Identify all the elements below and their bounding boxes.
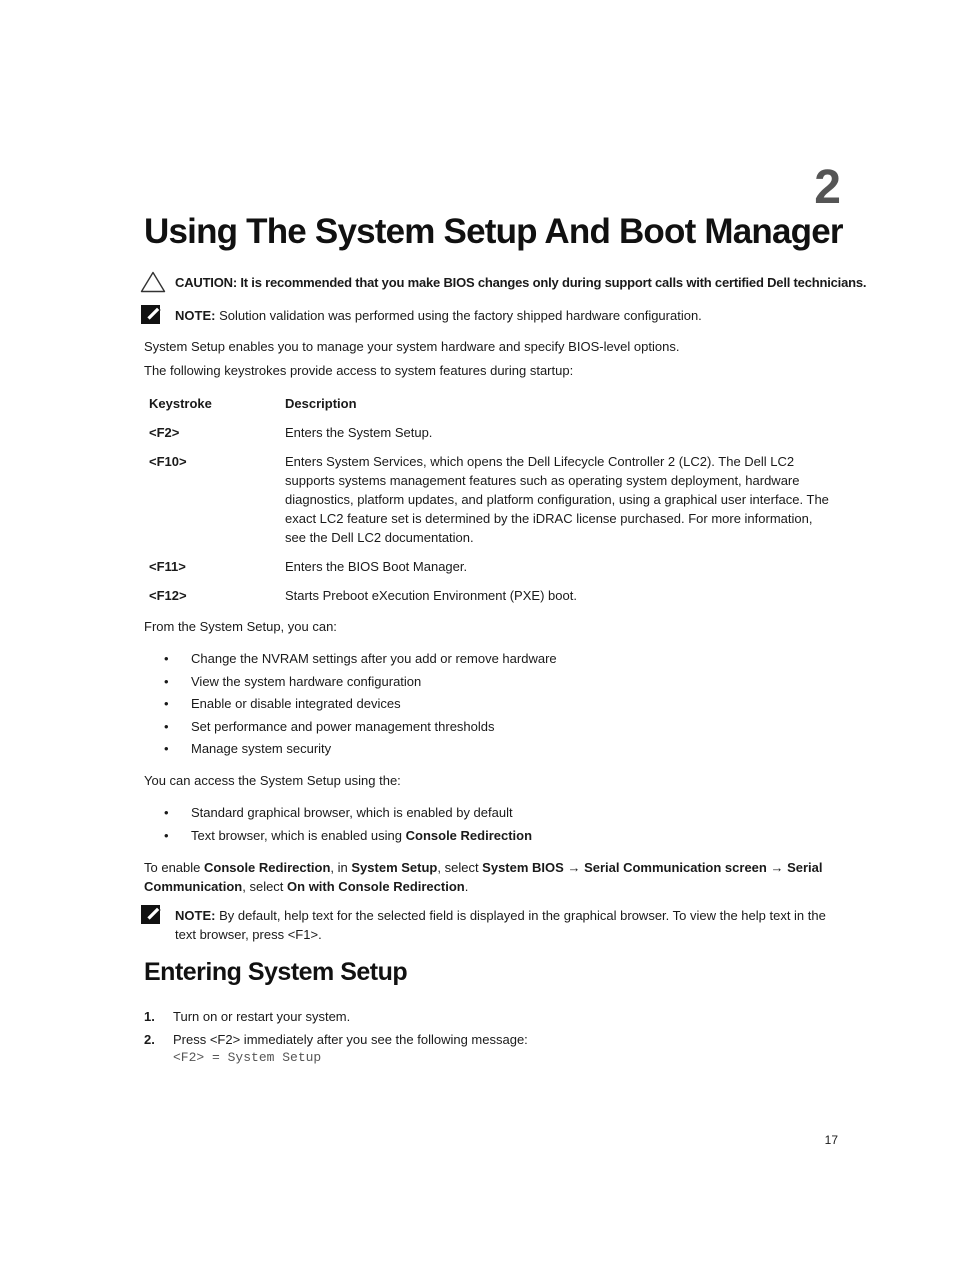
table-header <box>148 394 848 423</box>
table-row <box>148 423 848 452</box>
keystroke-table <box>148 394 848 615</box>
table-row <box>148 452 848 557</box>
chapter-number: 2 <box>814 161 840 214</box>
keystroke-description: Enters the BIOS Boot Manager. <box>285 559 468 574</box>
table-row <box>148 557 848 586</box>
keystroke-description: Starts Preboot eXecution Environment (PXE) boot. <box>285 588 577 603</box>
section-title: Entering System Setup <box>144 958 408 986</box>
keystroke-key: <F12> <box>149 588 187 603</box>
note-label: NOTE: <box>175 908 216 923</box>
list-item: 2. Press <F2> immediately after you see the following message: <box>144 1032 528 1047</box>
from-setup-paragraph: From the System Setup, you can: <box>144 619 337 634</box>
note-text: NOTE: Solution validation was performed using the factory shipped hardware configuration. <box>175 308 702 323</box>
boot-message: <F2> = System Setup <box>173 1050 322 1065</box>
keystroke-key: <F11> <box>149 559 186 574</box>
keystroke-intro: The following keystrokes provide access to system features during startup: <box>144 363 574 378</box>
keystroke-description: Enters System Services, which opens the Dell Lifecycle Controller 2 (LC2). The Dell LC2 supports systems management features such as operating system deployment, hardware diagnostics, platform updates, and platform configuration, using a graphical user interface. The exact LC2 feature set is determined by the iDRAC license purchased. For more information, see the Dell LC2 documentation. <box>285 454 829 545</box>
enable-console-paragraph: To enable Console Redirection, in System Setup, select System BIOS → Serial Communication screen → Serial Communication, select On with Console Redirection. <box>144 860 823 894</box>
keystroke-key: <F10> <box>149 454 187 469</box>
page-number: 17 <box>824 1133 838 1147</box>
keystroke-description: Enters the System Setup. <box>285 425 433 440</box>
chapter-title: Using The System Setup And Boot Manager <box>144 212 843 251</box>
capabilities-list <box>164 649 557 762</box>
keystroke-key: <F2> <box>149 425 180 440</box>
list-item: • Set performance and power management thresholds <box>164 718 495 734</box>
header-description: Description <box>285 396 357 411</box>
list-item: • View the system hardware configuration <box>164 673 422 689</box>
table-row <box>148 586 848 615</box>
list-item: • Enable or disable integrated devices <box>164 696 401 711</box>
header-keystroke: Keystroke <box>149 396 212 411</box>
access-intro-paragraph: You can access the System Setup using the: <box>144 773 401 788</box>
list-item: • Manage system security <box>164 741 332 756</box>
pencil-note-icon <box>140 904 166 926</box>
note-label: NOTE: <box>175 308 216 323</box>
note-text: NOTE: By default, help text for the selected field is displayed in the graphical browser. To view the help text in the text browser, press <F1>. <box>175 908 826 942</box>
caution-text: CAUTION: It is recommended that you make BIOS changes only during support calls with certified Dell technicians. <box>175 275 867 290</box>
pencil-note-icon <box>140 304 166 326</box>
warning-triangle-icon <box>140 271 166 293</box>
access-list <box>164 803 532 848</box>
list-item: • Change the NVRAM settings after you add or remove hardware <box>164 651 557 666</box>
list-item: 1. Turn on or restart your system. <box>144 1009 351 1024</box>
list-item: • Text browser, which is enabled using Console Redirection <box>164 827 533 843</box>
list-item: • Standard graphical browser, which is enabled by default <box>164 805 513 820</box>
intro-paragraph: System Setup enables you to manage your system hardware and specify BIOS-level options. <box>144 339 680 354</box>
steps-list <box>144 1007 528 1053</box>
